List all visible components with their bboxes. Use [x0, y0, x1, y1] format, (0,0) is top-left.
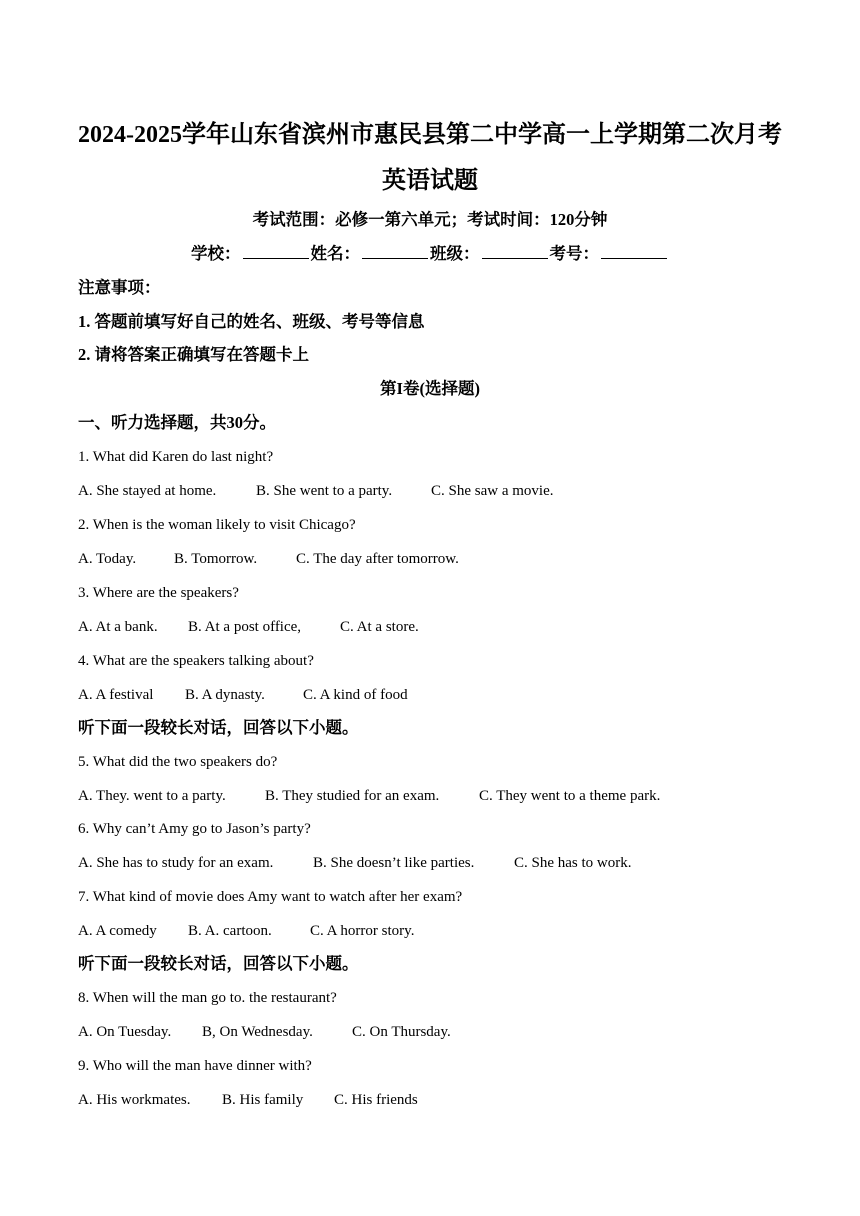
option-2c: C. The day after tomorrow. — [296, 551, 459, 567]
option-5a: A. They. went to a party. — [78, 788, 226, 804]
exam-title-line2: 英语试题 — [382, 168, 478, 194]
question-3: 3. Where are the speakers? — [78, 585, 239, 601]
question-4: 4. What are the speakers talking about? — [78, 653, 314, 669]
option-6b: B. She doesn’t like parties. — [313, 855, 475, 871]
option-7a: A. A comedy — [78, 923, 157, 939]
options-9 — [78, 1089, 820, 1111]
name-blank[interactable] — [362, 244, 428, 259]
option-3c: C. At a store. — [340, 619, 419, 635]
option-2b: B. Tomorrow. — [174, 551, 258, 567]
option-9a: A. His workmates. — [78, 1092, 191, 1108]
options-3 — [78, 616, 820, 638]
class-label: 班级： — [430, 244, 480, 263]
section-title: 一、听力选择题，共30分。 — [78, 413, 276, 432]
options-8 — [78, 1021, 820, 1043]
volume-title: 第I卷(选择题) — [380, 379, 480, 398]
question-8: 8. When will the man go to. the restaurant? — [78, 990, 337, 1006]
option-7b: B. A. cartoon. — [188, 923, 272, 939]
student-info-line — [0, 243, 860, 265]
question-1: 1. What did Karen do last night? — [78, 449, 274, 465]
option-1c: C. She saw a movie. — [431, 483, 554, 499]
option-1b: B. She went to a party. — [256, 483, 393, 499]
option-2a: A. Today. — [78, 551, 137, 567]
options-2 — [78, 548, 820, 570]
option-4c: C. A kind of food — [303, 687, 408, 703]
option-4a: A. A festival — [78, 687, 154, 703]
options-1 — [78, 480, 820, 502]
name-label: 姓名： — [310, 244, 360, 263]
option-1a: A. She stayed at home. — [78, 483, 217, 499]
subsection-label-1: 听下面一段较长对话，回答以下小题。 — [78, 718, 359, 737]
option-5c: C. They went to a theme park. — [479, 788, 661, 804]
school-blank[interactable] — [243, 244, 309, 259]
option-9b: B. His family — [222, 1092, 304, 1108]
notes-item-1: 1. 答题前填写好自己的姓名、班级、考号等信息 — [78, 312, 425, 331]
exam-title-line1: 2024-2025学年山东省滨州市惠民县第二中学高一上学期第二次月考 — [78, 122, 782, 148]
subsection-label-2: 听下面一段较长对话，回答以下小题。 — [78, 954, 359, 973]
exam-number-label: 考号： — [549, 244, 599, 263]
exam-number-blank[interactable] — [601, 244, 667, 259]
option-5b: B. They studied for an exam. — [265, 788, 440, 804]
question-2: 2. When is the woman likely to visit Chicago? — [78, 517, 356, 533]
school-label: 学校： — [191, 244, 241, 263]
options-4 — [78, 684, 820, 706]
option-7c: C. A horror story. — [310, 923, 415, 939]
option-3a: A. At a bank. — [78, 619, 158, 635]
option-3b: B. At a post office, — [188, 619, 302, 635]
exam-scope: 考试范围：必修一第六单元；考试时间：120分钟 — [252, 210, 608, 229]
option-8c: C. On Thursday. — [352, 1024, 451, 1040]
option-6a: A. She has to study for an exam. — [78, 855, 274, 871]
option-4b: B. A dynasty. — [185, 687, 265, 703]
notes-heading: 注意事项： — [78, 278, 161, 297]
question-5: 5. What did the two speakers do? — [78, 754, 278, 770]
options-5 — [78, 785, 820, 807]
question-7: 7. What kind of movie does Amy want to watch after her exam? — [78, 889, 463, 905]
notes-item-2: 2. 请将答案正确填写在答题卡上 — [78, 345, 309, 364]
class-blank[interactable] — [482, 244, 548, 259]
options-7 — [78, 920, 820, 942]
question-9: 9. Who will the man have dinner with? — [78, 1058, 312, 1074]
option-8b: B, On Wednesday. — [202, 1024, 313, 1040]
option-8a: A. On Tuesday. — [78, 1024, 172, 1040]
option-9c: C. His friends — [334, 1092, 418, 1108]
options-6 — [78, 852, 820, 874]
question-6: 6. Why can’t Amy go to Jason’s party? — [78, 821, 311, 837]
option-6c: C. She has to work. — [514, 855, 632, 871]
